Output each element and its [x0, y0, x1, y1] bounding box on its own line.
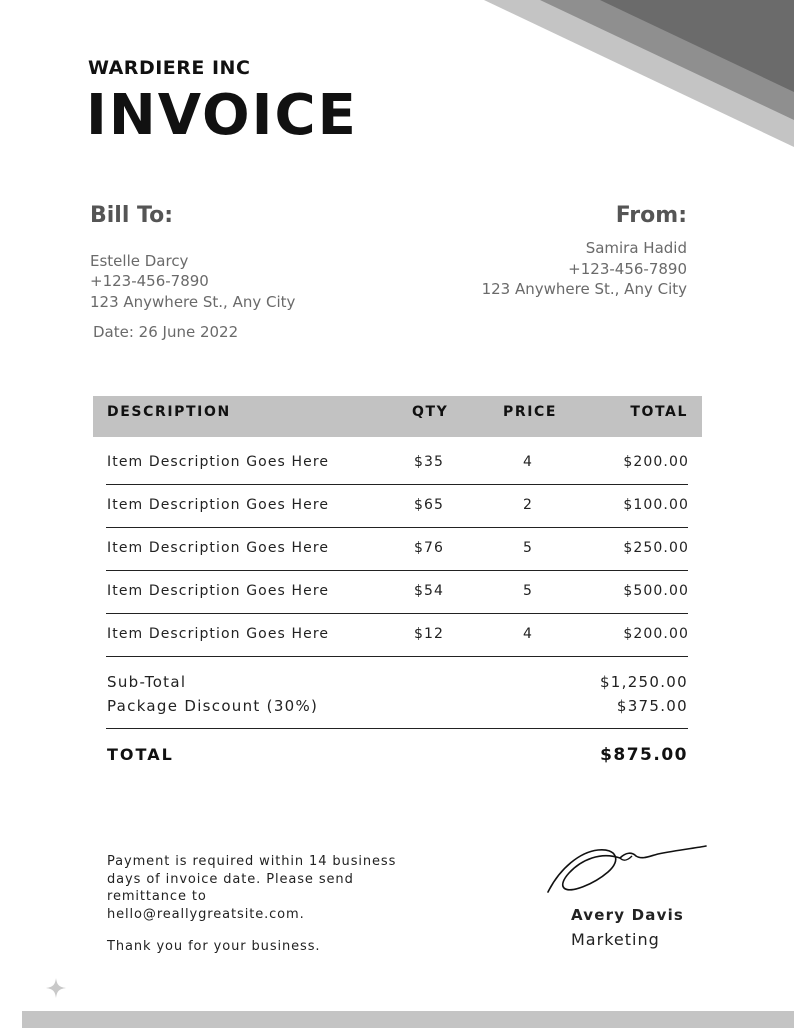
row-description: Item Description Goes Here [107, 497, 330, 513]
row-price: 5 [523, 583, 534, 599]
from-phone: +123-456-7890 [568, 260, 687, 278]
row-divider [106, 656, 688, 657]
row-qty: $54 [414, 583, 445, 599]
table-row [93, 527, 702, 570]
from-address: 123 Anywhere St., Any City [481, 280, 687, 298]
signer-role: Marketing [571, 930, 660, 949]
row-total: $500.00 [623, 583, 689, 599]
company-name: WARDIERE INC [88, 57, 251, 79]
payment-note: Payment is required within 14 business days of invoice date. Please send remittance to hello@reallygreatsite.com. [107, 854, 397, 922]
bill-to-name: Estelle Darcy [90, 252, 189, 270]
column-header-qty: QTY [412, 404, 449, 420]
summary-divider [106, 728, 688, 729]
row-description: Item Description Goes Here [107, 454, 330, 470]
row-price: 2 [523, 497, 534, 513]
discount-label: Package Discount (30%) [107, 697, 319, 715]
row-description: Item Description Goes Here [107, 540, 330, 556]
sparkle-icon [45, 977, 67, 999]
bill-to-heading: Bill To: [90, 203, 174, 228]
from-name: Samira Hadid [585, 239, 687, 257]
total-label: TOTAL [107, 745, 174, 764]
bill-to-phone: +123-456-7890 [90, 272, 209, 290]
subtotal-value: $1,250.00 [599, 673, 688, 691]
table-row [93, 570, 702, 613]
row-description: Item Description Goes Here [107, 626, 330, 642]
table-row [93, 441, 702, 484]
thank-you-note: Thank you for your business. [107, 939, 321, 954]
from-heading: From: [615, 203, 687, 228]
invoice-title: INVOICE [86, 83, 358, 148]
invoice-date: Date: 26 June 2022 [93, 323, 239, 341]
row-total: $100.00 [623, 497, 689, 513]
bill-to-address: 123 Anywhere St., Any City [90, 293, 296, 311]
column-header-description: DESCRIPTION [107, 404, 231, 420]
footer-bar [22, 1011, 794, 1028]
row-total: $200.00 [623, 454, 689, 470]
total-value: $875.00 [600, 745, 688, 765]
row-price: 5 [523, 540, 534, 556]
row-price: 4 [523, 454, 534, 470]
signer-name: Avery Davis [571, 906, 685, 924]
subtotal-label: Sub-Total [107, 673, 187, 691]
row-qty: $76 [414, 540, 445, 556]
row-qty: $35 [414, 454, 445, 470]
row-total: $250.00 [623, 540, 689, 556]
table-row [93, 613, 702, 656]
table-row [93, 484, 702, 527]
row-description: Item Description Goes Here [107, 583, 330, 599]
row-price: 4 [523, 626, 534, 642]
signature-image [540, 838, 712, 900]
row-qty: $12 [414, 626, 445, 642]
row-qty: $65 [414, 497, 445, 513]
column-header-total: TOTAL [630, 404, 688, 420]
column-header-price: PRICE [503, 404, 558, 420]
row-total: $200.00 [623, 626, 689, 642]
discount-value: $375.00 [616, 697, 688, 715]
